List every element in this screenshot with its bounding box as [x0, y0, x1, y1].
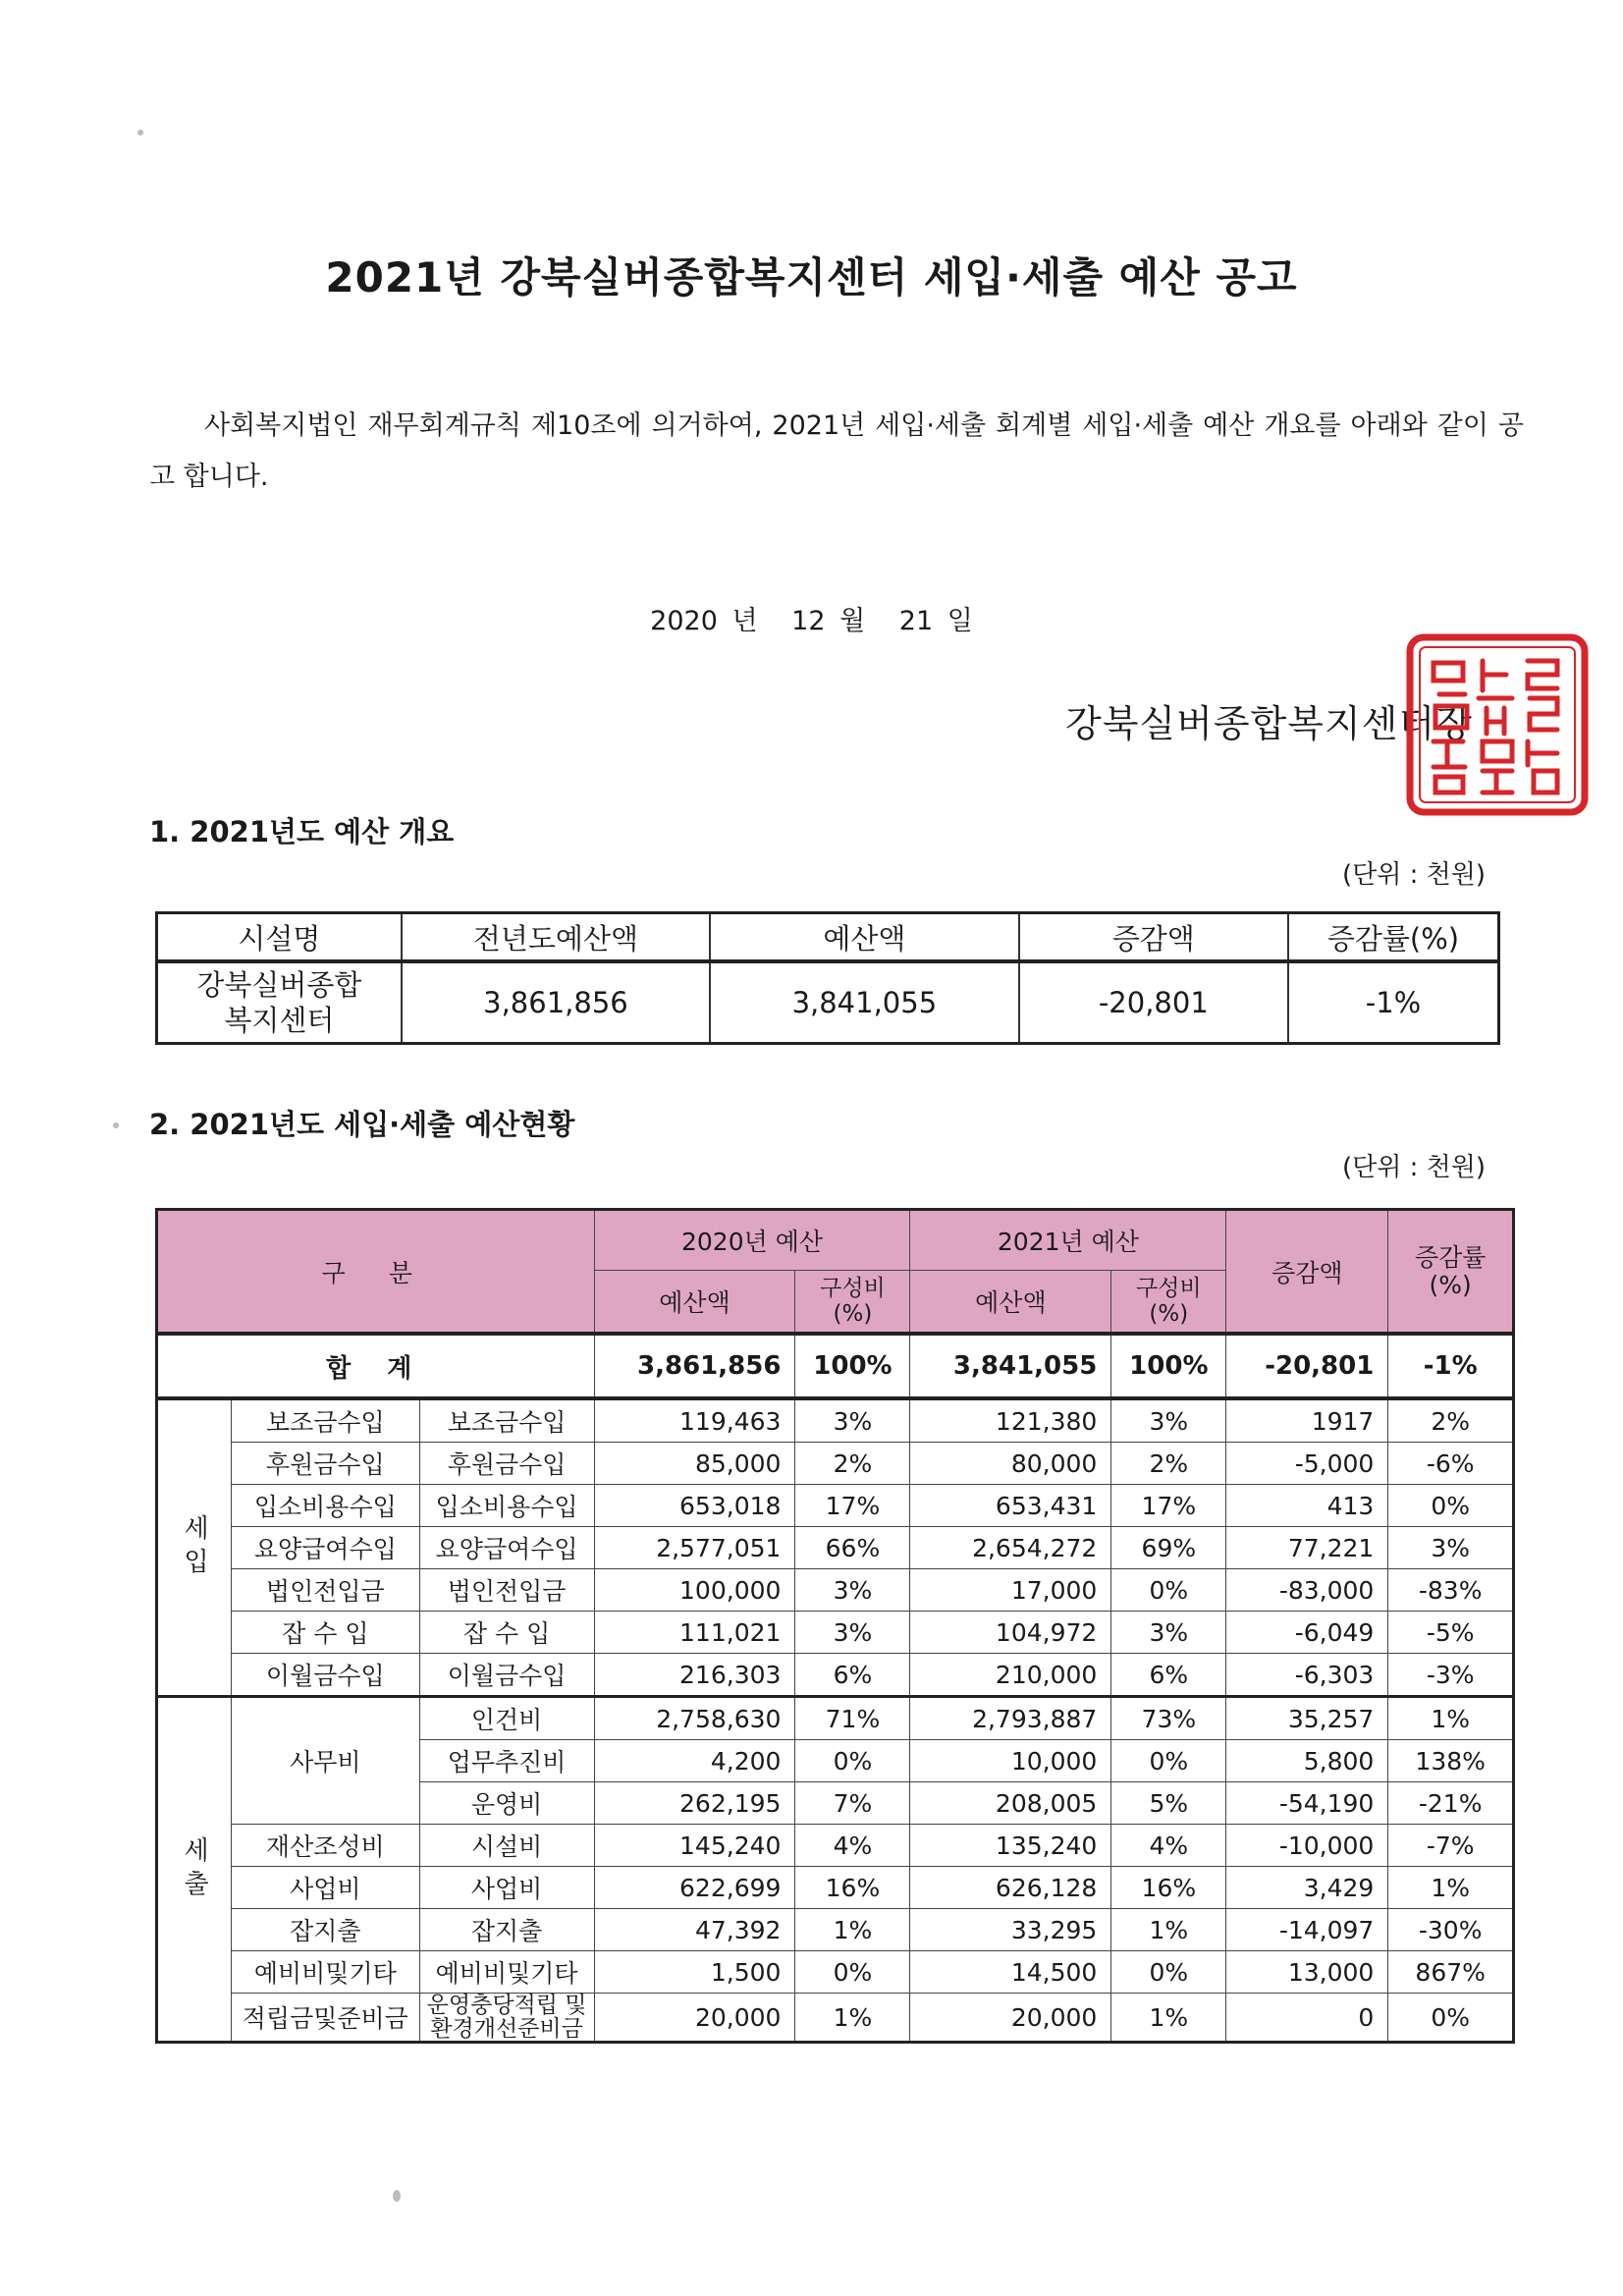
cell-r2020: 0%: [795, 1740, 910, 1782]
cell-r2021: 6%: [1111, 1654, 1226, 1697]
cell-b2020: 216,303: [594, 1654, 795, 1697]
cell-c1: 잡지출: [232, 1909, 420, 1951]
intro-paragraph: [149, 401, 1524, 503]
cell-c1: 법인전입금: [232, 1569, 420, 1612]
cell-c1: 입소비용수입: [232, 1485, 420, 1527]
cell-b2021: 17,000: [910, 1569, 1111, 1612]
cell-diff: 35,257: [1226, 1697, 1388, 1740]
cell-c2: 사업비: [419, 1867, 594, 1909]
cell-diff: 413: [1226, 1485, 1388, 1527]
cell-c2: 시설비: [419, 1825, 594, 1867]
cell-c2: 후원금수입: [419, 1443, 594, 1485]
cell-c1: 사업비: [232, 1867, 420, 1909]
expense-group-label: 세출: [157, 1697, 232, 2043]
cell-rate: -5%: [1388, 1612, 1514, 1654]
c2-line2: 환경개선준비금: [430, 2016, 583, 2042]
table-row: [157, 1398, 1514, 1443]
cell-b2020: 119,463: [594, 1398, 795, 1443]
cell-b2020: 145,240: [594, 1825, 795, 1867]
cell-r2020: 1%: [795, 1994, 910, 2043]
cell-c2: 보조금수입: [419, 1398, 594, 1443]
table-row: [157, 1654, 1514, 1697]
header-2020-ratio: [795, 1271, 910, 1335]
cell-r2020: 2%: [795, 1443, 910, 1485]
cell-b2021: 20,000: [910, 1994, 1111, 2043]
table-row: [157, 1485, 1514, 1527]
cell-c2: 잡지출: [419, 1909, 594, 1951]
cell-c2: 예비비및기타: [419, 1951, 594, 1994]
cell-diff: -14,097: [1226, 1909, 1388, 1951]
cell-rate: -30%: [1388, 1909, 1514, 1951]
cell-rate: 1%: [1388, 1697, 1514, 1740]
cell-diff: -6,049: [1226, 1612, 1388, 1654]
overview-data-row: [157, 961, 1499, 1044]
rate-line2: (%): [1429, 1270, 1472, 1299]
cell-rate: 2%: [1388, 1398, 1514, 1443]
cell-c1: 이월금수입: [232, 1654, 420, 1697]
cell-diff: 5,800: [1226, 1740, 1388, 1782]
cell-b2021: 2,793,887: [910, 1697, 1111, 1740]
cell-r2021: 16%: [1111, 1867, 1226, 1909]
cell-b2021: 626,128: [910, 1867, 1111, 1909]
header-2021-ratio: [1111, 1271, 1226, 1335]
header-category: 구 분: [157, 1210, 595, 1335]
section2-title: 2. 2021년도 세입·세출 예산현황: [149, 1108, 575, 1141]
header-rate: [1388, 1210, 1514, 1335]
cell-r2021: 0%: [1111, 1569, 1226, 1612]
ratio-line1: 구성비: [1136, 1276, 1202, 1301]
budget-detail-table: [155, 1208, 1515, 2044]
cell-rate: -21%: [1388, 1782, 1514, 1825]
notice-date: [0, 599, 1623, 637]
ratio-line2: (%): [1149, 1301, 1189, 1327]
ratio-line1: 구성비: [820, 1276, 886, 1301]
cell-rate: 138%: [1388, 1740, 1514, 1782]
header-2021: 2021년 예산: [910, 1210, 1226, 1271]
cell-b2020: 622,699: [594, 1867, 795, 1909]
table-row: [157, 1867, 1514, 1909]
seal-glyphs: [1434, 661, 1557, 793]
cell-rate: 0%: [1388, 1994, 1514, 2043]
cell-diff: 3,429: [1226, 1867, 1388, 1909]
cell-b2021: 80,000: [910, 1443, 1111, 1485]
cell-rate: 867%: [1388, 1951, 1514, 1994]
cell-c1: 적립금및준비금: [232, 1994, 420, 2043]
cell-b2020: 2,577,051: [594, 1527, 795, 1569]
cell-b2021: 104,972: [910, 1612, 1111, 1654]
cell-b2021: 135,240: [910, 1825, 1111, 1867]
c2-line1: 운영충당적립 및: [426, 1993, 587, 2018]
cell-r2020: 4%: [795, 1825, 910, 1867]
section1-title: 1. 2021년도 예산 개요: [149, 815, 455, 848]
cell-r2020: 3%: [795, 1569, 910, 1612]
scan-speck: [113, 1122, 119, 1128]
cell-r2020: 1%: [795, 1909, 910, 1951]
ratio-line2: (%): [833, 1301, 873, 1327]
cell-diff: -20,801: [1019, 961, 1288, 1044]
cell-r2020: 0%: [795, 1951, 910, 1994]
header-diff: 증감액: [1226, 1210, 1388, 1335]
cell-c2: 잡 수 입: [419, 1612, 594, 1654]
section2-unit: (단위 : 천원): [1342, 1153, 1487, 1182]
facility-line2: 복지센터: [224, 1004, 335, 1037]
table-row: [157, 1951, 1514, 1994]
cell-b2021: 10,000: [910, 1740, 1111, 1782]
cell-c1: 재산조성비: [232, 1825, 420, 1867]
table-row: [157, 1527, 1514, 1569]
table-row: [157, 1994, 1514, 2043]
cell-diff: 77,221: [1226, 1527, 1388, 1569]
cell-rate: -6%: [1388, 1443, 1514, 1485]
cell-c2: 운영비: [419, 1782, 594, 1825]
cell-rate: -3%: [1388, 1654, 1514, 1697]
header-budget: 예산액: [710, 913, 1018, 962]
date-day: 21 일: [898, 606, 973, 636]
cell-b2020: 100,000: [594, 1569, 795, 1612]
cell-r2021: 17%: [1111, 1485, 1226, 1527]
cell-b2020: 262,195: [594, 1782, 795, 1825]
cell-b2021: 121,380: [910, 1398, 1111, 1443]
total-label: 합 계: [157, 1334, 595, 1398]
budget-overview-table: [155, 911, 1500, 1045]
rate-line1: 증감률: [1414, 1242, 1487, 1272]
cell-r2020: 71%: [795, 1697, 910, 1740]
date-year: 2020 년: [650, 606, 758, 636]
cell-r2021: 4%: [1111, 1825, 1226, 1867]
cell-b2021: 653,431: [910, 1485, 1111, 1527]
cell-rate: 3%: [1388, 1527, 1514, 1569]
cell-rate: -83%: [1388, 1569, 1514, 1612]
cell-diff: -54,190: [1226, 1782, 1388, 1825]
header-diff: 증감액: [1019, 913, 1288, 962]
date-month: 12 월: [791, 606, 866, 636]
cell-r2021: 0%: [1111, 1951, 1226, 1994]
cell-b2020: 1,500: [594, 1951, 795, 1994]
cell-b2020: 85,000: [594, 1443, 795, 1485]
cell-rate: -7%: [1388, 1825, 1514, 1867]
total-b2020: 3,861,856: [594, 1334, 795, 1398]
cell-r2021: 3%: [1111, 1612, 1226, 1654]
total-diff: -20,801: [1226, 1334, 1388, 1398]
header-2020-budget: 예산액: [594, 1271, 795, 1335]
overview-header-row: [157, 913, 1499, 962]
facility-line1: 강북실버종합: [196, 968, 362, 1002]
cell-b2020: 47,392: [594, 1909, 795, 1951]
intro-text: 사회복지법인 재무회계규칙 제10조에 의거하여, 2021년 세입·세출 회계별 세입·세출 예산 개요를 아래와 같이 공고 합니다.: [149, 410, 1524, 492]
cell-b2020: 20,000: [594, 1994, 795, 2043]
cell-c2: [419, 1994, 594, 2043]
cell-c2: 요양급여수입: [419, 1527, 594, 1569]
header-prev-budget: 전년도예산액: [402, 913, 710, 962]
cell-c1: 잡 수 입: [232, 1612, 420, 1654]
cell-rate: 0%: [1388, 1485, 1514, 1527]
cell-prev-budget: 3,861,856: [402, 961, 710, 1044]
signer-name: 강북실버종합복지센터장: [1065, 702, 1473, 745]
cell-b2020: 4,200: [594, 1740, 795, 1782]
cell-c1: 후원금수입: [232, 1443, 420, 1485]
cell-diff: -83,000: [1226, 1569, 1388, 1612]
official-seal: [1406, 633, 1589, 816]
cell-r2021: 73%: [1111, 1697, 1226, 1740]
cell-diff: 13,000: [1226, 1951, 1388, 1994]
table-row: [157, 1569, 1514, 1612]
cell-r2020: 3%: [795, 1612, 910, 1654]
cell-c2: 입소비용수입: [419, 1485, 594, 1527]
cell-diff: 0: [1226, 1994, 1388, 2043]
cell-c1: 요양급여수입: [232, 1527, 420, 1569]
office-group-label: 사무비: [232, 1697, 420, 1825]
cell-r2021: 3%: [1111, 1398, 1226, 1443]
cell-r2021: 5%: [1111, 1782, 1226, 1825]
header-facility: 시설명: [157, 913, 402, 962]
total-b2021: 3,841,055: [910, 1334, 1111, 1398]
cell-b2020: 653,018: [594, 1485, 795, 1527]
scan-speck: [137, 130, 143, 136]
header-2021-budget: 예산액: [910, 1271, 1111, 1335]
section1-unit: (단위 : 천원): [1342, 860, 1487, 890]
income-group-label: 세입: [157, 1398, 232, 1697]
cell-r2020: 6%: [795, 1654, 910, 1697]
detail-header-row-1: [157, 1210, 1514, 1271]
cell-b2020: 2,758,630: [594, 1697, 795, 1740]
total-row: [157, 1334, 1514, 1398]
header-2020: 2020년 예산: [594, 1210, 910, 1271]
cell-r2020: 3%: [795, 1398, 910, 1443]
cell-c2: 이월금수입: [419, 1654, 594, 1697]
cell-diff: -6,303: [1226, 1654, 1388, 1697]
cell-facility: [157, 961, 402, 1044]
cell-b2020: 111,021: [594, 1612, 795, 1654]
cell-b2021: 210,000: [910, 1654, 1111, 1697]
cell-rate: -1%: [1288, 961, 1498, 1044]
cell-c2: 업무추진비: [419, 1740, 594, 1782]
cell-r2021: 1%: [1111, 1909, 1226, 1951]
scan-speck: [393, 2190, 401, 2202]
cell-r2020: 17%: [795, 1485, 910, 1527]
total-r2020: 100%: [795, 1334, 910, 1398]
cell-rate: 1%: [1388, 1867, 1514, 1909]
cell-r2021: 1%: [1111, 1994, 1226, 2043]
cell-b2021: 14,500: [910, 1951, 1111, 1994]
table-row: [157, 1825, 1514, 1867]
cell-r2021: 69%: [1111, 1527, 1226, 1569]
table-row: [157, 1697, 1514, 1740]
cell-b2021: 33,295: [910, 1909, 1111, 1951]
cell-r2020: 7%: [795, 1782, 910, 1825]
total-rate: -1%: [1388, 1334, 1514, 1398]
cell-c1: 예비비및기타: [232, 1951, 420, 1994]
cell-diff: -5,000: [1226, 1443, 1388, 1485]
cell-c1: 보조금수입: [232, 1398, 420, 1443]
cell-b2021: 2,654,272: [910, 1527, 1111, 1569]
cell-diff: -10,000: [1226, 1825, 1388, 1867]
cell-r2020: 16%: [795, 1867, 910, 1909]
cell-r2021: 0%: [1111, 1740, 1226, 1782]
total-r2021: 100%: [1111, 1334, 1226, 1398]
table-row: [157, 1909, 1514, 1951]
cell-b2021: 208,005: [910, 1782, 1111, 1825]
table-row: [157, 1612, 1514, 1654]
header-rate: 증감률(%): [1288, 913, 1498, 962]
cell-r2020: 66%: [795, 1527, 910, 1569]
page-title: 2021년 강북실버종합복지센터 세입·세출 예산 공고: [325, 253, 1298, 301]
cell-budget: 3,841,055: [710, 961, 1018, 1044]
cell-c2: 법인전입금: [419, 1569, 594, 1612]
cell-diff: 1917: [1226, 1398, 1388, 1443]
table-row: [157, 1443, 1514, 1485]
cell-r2021: 2%: [1111, 1443, 1226, 1485]
cell-c2: 인건비: [419, 1697, 594, 1740]
